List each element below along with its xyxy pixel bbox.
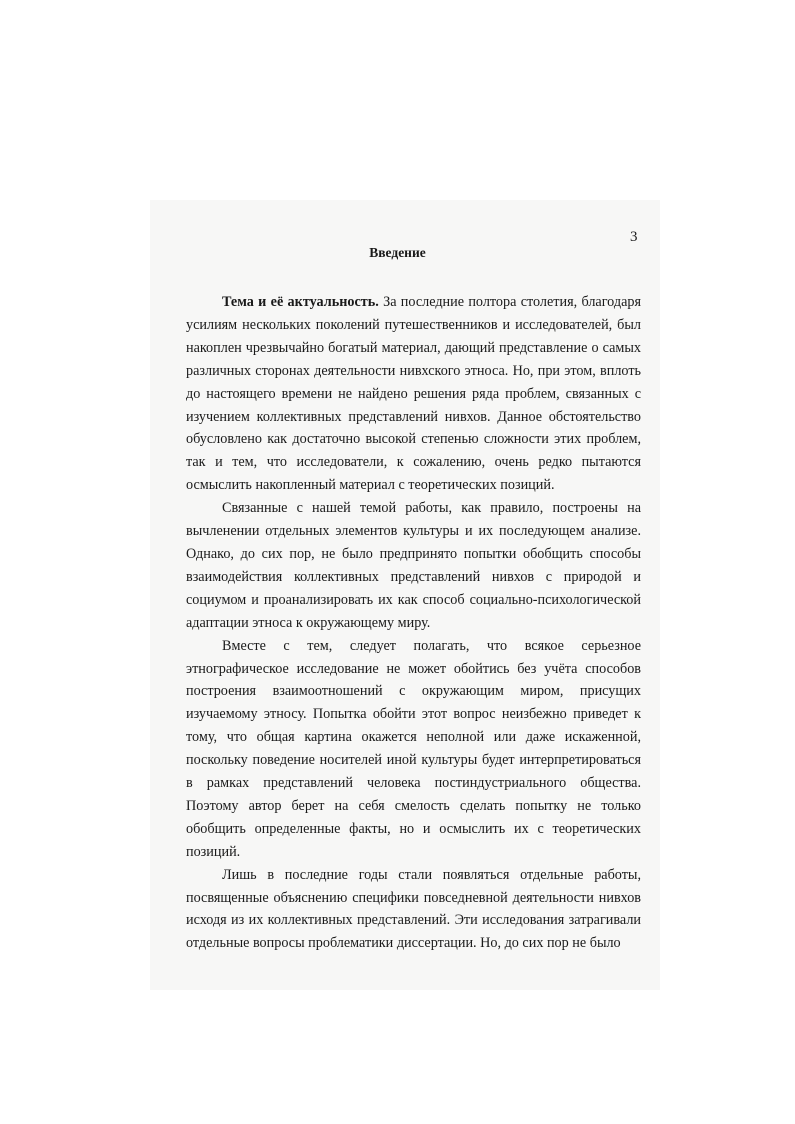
page-number: 3 — [630, 229, 638, 245]
paragraph-3: Вместе с тем, следует полагать, что всякое серьезное этнографическое исследование не может обойтись без учёта способов построения взаимоотношений с окружающим миром, присущих изучаемому этносу. Попытка обойти этот вопрос неизбежно приведет к тому, что общая картина окажется неполной или даже искаженной, поскольку поведение носителей иной культуры будет интерпретироваться в рамках представлений человека постиндустриального общества. Поэтому автор берет на себя смелость сделать попытку не только обобщить определенные факты, но и осмыслить их с теоретических позиций. — [186, 637, 641, 860]
paragraph-1 — [186, 291, 641, 497]
paragraph-4: Лишь в последние годы стали появляться отдельные работы, посвященные объяснению специфики повседневной деятельности нивхов исходя из их коллективных представлений. Эти исследования затрагивали отдельные вопросы проблематики диссертации. Но, до сих пор не было — [186, 866, 641, 952]
paragraph-1-lead: Тема и её актуальность. — [222, 294, 379, 310]
section-heading: Введение — [369, 245, 426, 260]
body-text — [186, 291, 641, 955]
paragraph-1-text: За последние полтора столетия, благодаря усилиям нескольких поколений путешественников и исследователей, был накоплен чрезвычайно богатый материал, дающий представление о самых различных сторонах деятельности нивхского этноса. Но, при этом, вплоть до настоящего времени не найдено решения ряда проблем, связанных с изучением коллективных представлений нивхов. Данное обстоятельство обусловлено как достаточно высокой степенью сложности этих проблем, так и тем, что исследователи, к сожалению, очень редко пытаются осмыслить накопленный материал с теоретических позиций. — [186, 294, 641, 494]
paragraph-2: Связанные с нашей темой работы, как правило, построены на вычленении отдельных элементов культуры и их последующем анализе. Однако, до сих пор, не было предпринято попытки обобщить способы взаимодействия коллективных представлений нивхов с природой и социумом и проанализировать их как способ социально-психологической адаптации этноса к окружающему миру. — [186, 500, 641, 631]
